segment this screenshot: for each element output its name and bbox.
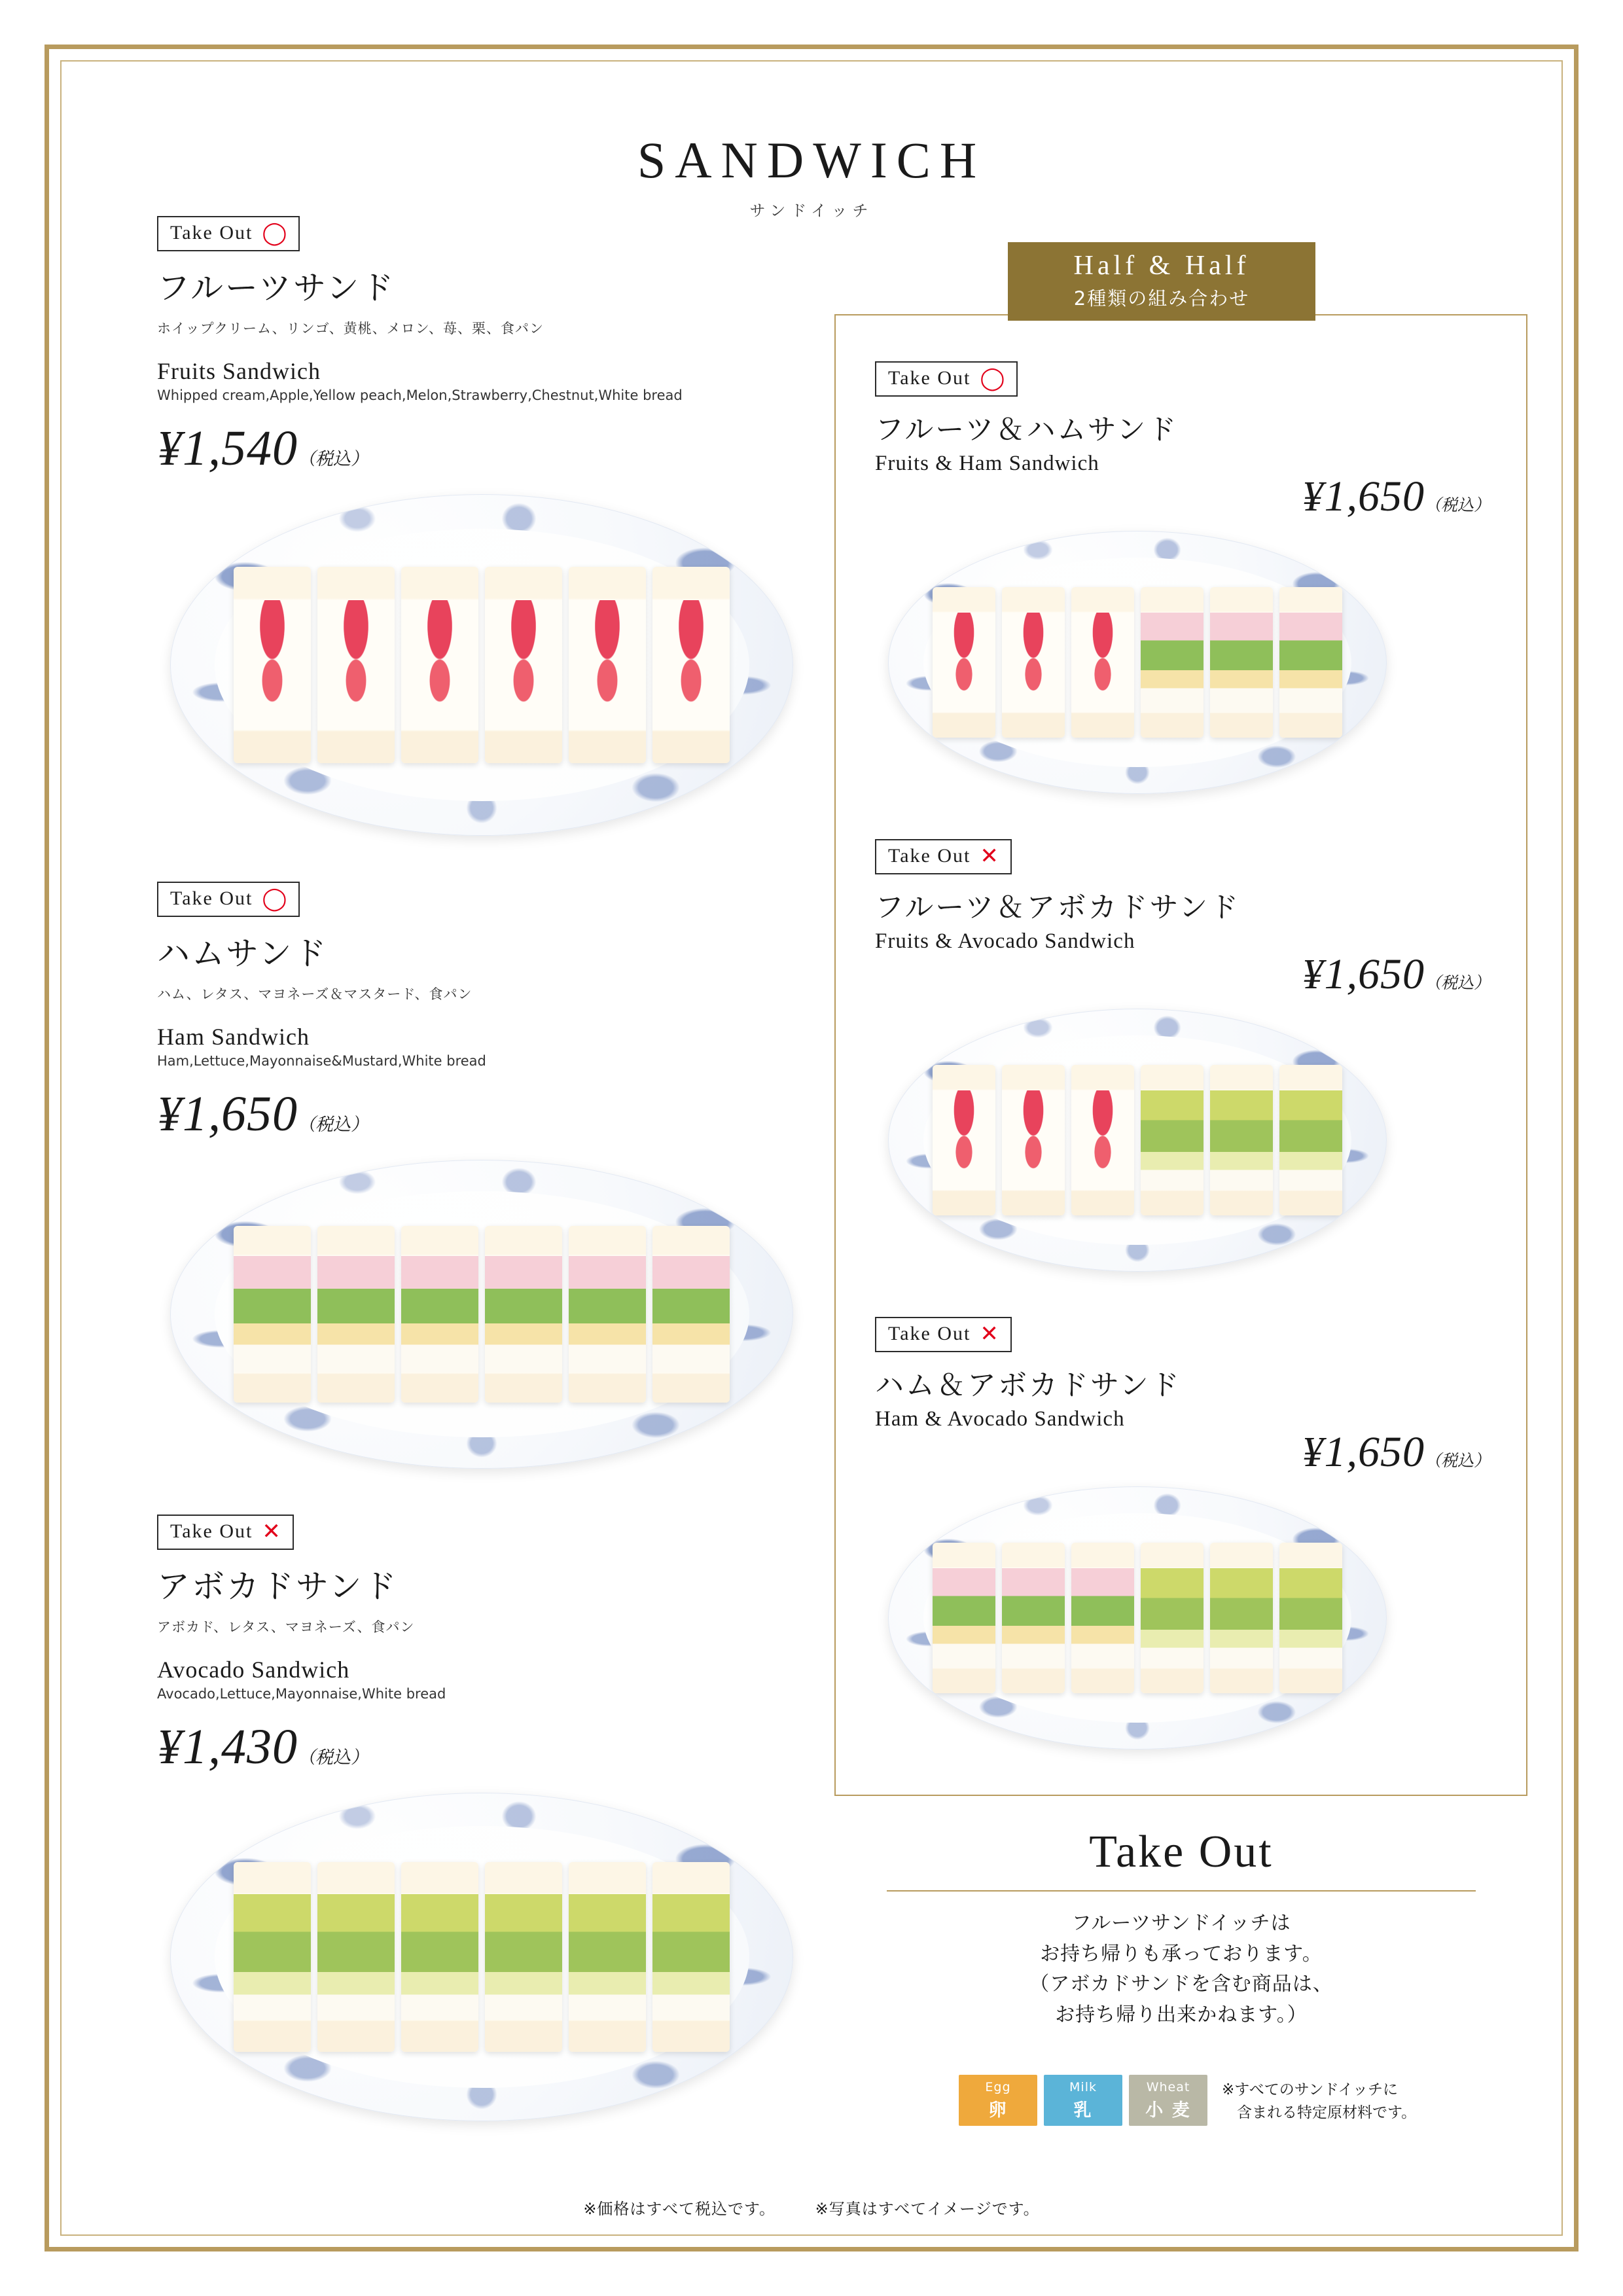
item-price-value: ¥1,650	[1302, 1428, 1425, 1476]
take-out-note-line-2: お持ち帰りも承っております。	[1040, 1942, 1323, 1965]
take-out-label: Take Out	[888, 845, 971, 867]
allergen-note	[1222, 2075, 1416, 2124]
allergen-label-en: Egg	[985, 2080, 1011, 2094]
menu-item-ham-and-avocado-sandwich	[875, 1317, 1490, 1749]
take-out-not-allowed-icon: ✕	[980, 843, 999, 869]
plate-graphic	[170, 1160, 793, 1469]
menu-item-ham-sandwich	[157, 882, 825, 1469]
take-out-tag	[157, 882, 300, 917]
item-name-jp: アボカドサンド	[157, 1568, 399, 1605]
left-menu-column	[157, 216, 825, 2121]
menu-item-fruits-and-ham-sandwich	[875, 361, 1490, 794]
item-price-value: ¥1,650	[157, 1086, 298, 1141]
item-price	[875, 950, 1490, 999]
take-out-not-allowed-icon: ✕	[262, 1518, 281, 1545]
item-photo-fruits-sandwich	[157, 494, 825, 836]
footnotes	[0, 2196, 1623, 2219]
plate-graphic	[170, 1793, 793, 2121]
item-photo-avocado-sandwich	[157, 1793, 825, 2121]
item-name-en: Ham Sandwich	[157, 1024, 310, 1050]
take-out-tag	[875, 1317, 1012, 1352]
take-out-note-block	[887, 1826, 1476, 2030]
allergen-block	[959, 2075, 1416, 2126]
item-price	[875, 472, 1490, 522]
take-out-label: Take Out	[170, 1520, 253, 1542]
sandwich-graphic	[171, 1793, 793, 2121]
take-out-allowed-icon: ◯	[980, 365, 1005, 391]
divider	[887, 1890, 1476, 1892]
allergen-label-jp: 小 麦	[1145, 2100, 1191, 2121]
footnote-photo: ※写真はすべてイメージです。	[815, 2200, 1040, 2218]
item-photo-fruits-and-ham-sandwich	[875, 531, 1490, 794]
allergen-chip-egg	[959, 2075, 1037, 2126]
half-and-half-badge	[1008, 242, 1315, 321]
plate-graphic	[888, 1486, 1387, 1749]
item-ingredients-en: Avocado,Lettuce,Mayonnaise,White bread	[157, 1686, 446, 1702]
take-out-note-line-3: （アボカドサンドを含む商品は、	[1029, 1973, 1333, 1996]
item-ingredients-jp: ホイップクリーム、リンゴ、黄桃、メロン、苺、栗、食パン	[157, 321, 544, 336]
sandwich-graphic	[889, 1009, 1386, 1271]
item-price	[157, 1719, 825, 1776]
take-out-note-title: Take Out	[1089, 1827, 1274, 1877]
take-out-note-line-1: フルーツサンドイッチは	[1071, 1912, 1291, 1935]
item-price-tax-note: （税込）	[1424, 973, 1490, 992]
allergen-chip-milk	[1044, 2075, 1122, 2126]
allergen-label-jp: 卵	[988, 2100, 1008, 2121]
item-photo-ham-and-avocado-sandwich	[875, 1486, 1490, 1749]
item-ingredients-jp: ハム、レタス、マヨネーズ＆マスタード、食パン	[157, 986, 473, 1002]
item-name-jp: フルーツ＆ハムサンド	[875, 413, 1179, 446]
allergen-note-line-2: 含まれる特定原材料です。	[1222, 2104, 1417, 2121]
item-name-en: Fruits & Avocado Sandwich	[875, 929, 1135, 953]
item-photo-fruits-and-avocado-sandwich	[875, 1009, 1490, 1272]
item-price-tax-note: （税込）	[298, 1115, 368, 1135]
allergen-chip-wheat	[1129, 2075, 1207, 2126]
item-name-en: Fruits Sandwich	[157, 358, 321, 384]
item-price-tax-note: （税込）	[298, 1748, 368, 1768]
item-ingredients-en: Ham,Lettuce,Mayonnaise&Mustard,White bread	[157, 1053, 486, 1069]
menu-item-avocado-sandwich	[157, 1515, 825, 2121]
take-out-label: Take Out	[888, 1323, 971, 1344]
take-out-label: Take Out	[170, 222, 253, 243]
item-price-value: ¥1,650	[1302, 473, 1425, 520]
half-and-half-badge-title: Half & Half	[1073, 251, 1250, 281]
take-out-not-allowed-icon: ✕	[980, 1321, 999, 1347]
item-ingredients-en: Whipped cream,Apple,Yellow peach,Melon,Strawberry,Chestnut,White bread	[157, 387, 683, 403]
allergen-label-en: Wheat	[1146, 2080, 1190, 2094]
item-name-en: Ham & Avocado Sandwich	[875, 1407, 1125, 1431]
sandwich-graphic	[889, 531, 1386, 793]
take-out-note-line-4: お持ち帰り出来かねます。）	[1055, 2003, 1308, 2026]
item-price-tax-note: （税込）	[1424, 1451, 1490, 1470]
menu-item-fruits-sandwich	[157, 216, 825, 836]
take-out-label: Take Out	[170, 888, 253, 909]
item-price	[157, 420, 825, 477]
page-title: SANDWICH	[637, 132, 986, 188]
menu-item-fruits-and-avocado-sandwich	[875, 839, 1490, 1272]
take-out-tag	[157, 216, 300, 251]
item-price-value: ¥1,650	[1302, 950, 1425, 998]
sandwich-graphic	[889, 1487, 1386, 1749]
page-subtitle: サンドイッチ	[749, 202, 874, 220]
plate-graphic	[888, 1009, 1387, 1272]
item-ingredients-jp: アボカド、レタス、マヨネーズ、食パン	[157, 1619, 415, 1635]
take-out-allowed-icon: ◯	[262, 220, 287, 246]
item-name-jp: ハムサンド	[157, 935, 329, 973]
item-name-en: Avocado Sandwich	[157, 1657, 350, 1683]
take-out-tag	[875, 361, 1018, 397]
item-price-tax-note: （税込）	[1424, 495, 1490, 514]
item-price-tax-note: （税込）	[298, 449, 368, 469]
item-name-jp: ハム＆アボカドサンド	[875, 1369, 1181, 1402]
sandwich-graphic	[171, 1160, 793, 1468]
footnote-price: ※価格はすべて税込です。	[583, 2200, 776, 2218]
half-and-half-badge-subtitle: 2種類の組み合わせ	[1073, 287, 1250, 310]
take-out-tag	[157, 1515, 294, 1550]
item-photo-ham-sandwich	[157, 1160, 825, 1469]
plate-graphic	[888, 531, 1387, 794]
half-and-half-panel	[834, 314, 1527, 1796]
take-out-allowed-icon: ◯	[262, 886, 287, 912]
item-name-en: Fruits & Ham Sandwich	[875, 452, 1099, 475]
item-name-jp: フルーツ＆アボカドサンド	[875, 891, 1241, 924]
take-out-tag	[875, 839, 1012, 874]
sandwich-graphic	[171, 495, 793, 835]
allergen-label-en: Milk	[1069, 2080, 1097, 2094]
item-price	[157, 1086, 825, 1143]
allergen-label-jp: 乳	[1073, 2100, 1093, 2121]
allergen-note-line-1: ※すべてのサンドイッチに	[1222, 2081, 1399, 2098]
take-out-label: Take Out	[888, 367, 971, 389]
item-price-value: ¥1,540	[157, 421, 298, 476]
item-price	[875, 1427, 1490, 1477]
page-header	[0, 131, 1623, 221]
item-price-value: ¥1,430	[157, 1719, 298, 1774]
item-name-jp: フルーツサンド	[157, 269, 396, 307]
plate-graphic	[170, 494, 793, 836]
